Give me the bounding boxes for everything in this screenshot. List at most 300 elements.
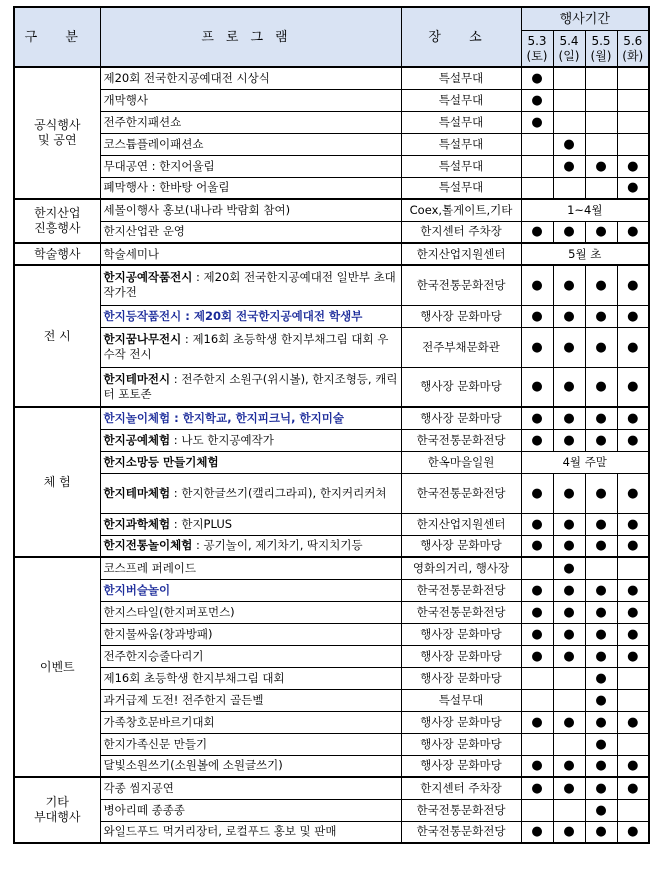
event-dot-icon: ●: [627, 582, 639, 598]
program-cell: [100, 243, 401, 265]
day-cell: [585, 535, 617, 557]
program-title: 한지테마체험: [103, 485, 171, 500]
category-cell: [14, 265, 100, 407]
program-desc: 코스프레 퍼레이드: [103, 560, 197, 575]
table-group: [14, 265, 649, 407]
event-dot-icon: ●: [563, 410, 575, 426]
category-label: 이벤트: [39, 659, 75, 674]
place-cell: 행사장 문화마당: [401, 623, 521, 645]
table-group: [14, 777, 649, 843]
program-cell: [100, 155, 401, 177]
table-group: [14, 67, 649, 199]
day-cell: [617, 777, 649, 799]
program-desc: : 한지한글쓰기(캘리그라피), 한지커리커쳐: [170, 485, 387, 500]
day-cell: [617, 67, 649, 89]
table-group: [14, 407, 649, 557]
program-cell: [100, 111, 401, 133]
table-row: [14, 451, 649, 473]
event-dot-icon: ●: [595, 158, 607, 174]
day-cell: [617, 305, 649, 327]
day-cell: [553, 111, 585, 133]
place-cell: 행사장 문화마당: [401, 711, 521, 733]
day-cell: [585, 327, 617, 367]
event-dot-icon: ●: [595, 410, 607, 426]
event-dot-icon: ●: [563, 485, 575, 501]
program-cell: [100, 777, 401, 799]
event-dot-icon: ●: [595, 758, 607, 774]
event-dot-icon: ●: [531, 516, 543, 532]
program-cell: [100, 67, 401, 89]
day-cell: [585, 265, 617, 305]
day-cell: [521, 623, 553, 645]
program-desc: 한지버슬놀이: [103, 582, 171, 597]
table-group: [14, 243, 649, 265]
event-dot-icon: ●: [563, 158, 575, 174]
event-dot-icon: ●: [531, 70, 543, 86]
day-cell: [617, 711, 649, 733]
day-cell: [521, 111, 553, 133]
table-row: [14, 689, 649, 711]
day-cell: [553, 67, 585, 89]
event-dot-icon: ●: [531, 432, 543, 448]
event-dot-icon: ●: [563, 224, 575, 240]
event-dot-icon: ●: [531, 339, 543, 355]
program-cell: [100, 327, 401, 367]
period-cell: 5월 초: [521, 243, 649, 265]
event-dot-icon: ●: [531, 780, 543, 796]
event-dot-icon: ●: [563, 758, 575, 774]
program-cell: [100, 451, 401, 473]
program-desc: : 나도 한지공예작가: [170, 432, 274, 447]
table-row: [14, 199, 649, 221]
day-cell: [617, 89, 649, 111]
program-cell: [100, 265, 401, 305]
program-cell: [100, 473, 401, 513]
table-row: [14, 133, 649, 155]
header-place: 장 소: [401, 7, 521, 67]
header-program: 프로그램: [100, 7, 401, 67]
program-desc: 달빛소원쓰기(소원볼에 소원글쓰기): [103, 758, 283, 773]
place-cell: 한지센터 주차장: [401, 221, 521, 243]
program-cell: [100, 645, 401, 667]
program-cell: [100, 513, 401, 535]
event-dot-icon: ●: [531, 538, 543, 554]
table-row: [14, 243, 649, 265]
program-cell: [100, 733, 401, 755]
event-dot-icon: ●: [595, 485, 607, 501]
day-date: 5.5: [591, 33, 611, 48]
day-cell: [521, 407, 553, 429]
program-desc: 한지물싸움(창과방패): [103, 626, 213, 641]
category-cell: [14, 557, 100, 777]
category-label: 공식행사: [34, 118, 81, 132]
event-dot-icon: ●: [627, 714, 639, 730]
day-cell: [617, 645, 649, 667]
day-cell: [585, 689, 617, 711]
day-cell: [617, 821, 649, 843]
day-cell: [585, 601, 617, 623]
place-cell: 행사장 문화마당: [401, 667, 521, 689]
program-desc: 한지가족신문 만들기: [103, 736, 208, 751]
program-desc: : 전주한지 소원구(위시볼), 한지조형등, 캐릭터 포토존: [103, 371, 398, 401]
table-group: [14, 199, 649, 243]
event-dot-icon: ●: [595, 648, 607, 664]
day-date: 5.4: [559, 33, 579, 48]
day-cell: [585, 557, 617, 579]
day-cell: [521, 535, 553, 557]
day-cell: [521, 711, 553, 733]
program-desc: 과거급제 도전! 전주한지 골든벨: [103, 692, 264, 707]
program-title: 한지공예작품전시: [103, 270, 193, 285]
program-title: 한지테마전시: [103, 371, 171, 386]
day-cell: [585, 799, 617, 821]
program-title: 한지공예체험: [103, 432, 171, 447]
day-cell: [585, 733, 617, 755]
event-dot-icon: ●: [531, 648, 543, 664]
table-header: [14, 7, 649, 67]
day-cell: [617, 429, 649, 451]
place-cell: 한국전통문화전당: [401, 799, 521, 821]
event-dot-icon: ●: [563, 516, 575, 532]
place-cell: 특설무대: [401, 689, 521, 711]
place-cell: 한옥마을일원: [401, 451, 521, 473]
day-cell: [585, 645, 617, 667]
program-title: 한지소망등 만들기체험: [103, 454, 219, 469]
day-cell: [553, 821, 585, 843]
day-cell: [617, 265, 649, 305]
event-dot-icon: ●: [563, 339, 575, 355]
day-cell: [553, 579, 585, 601]
category-cell: [14, 407, 100, 557]
day-cell: [521, 667, 553, 689]
table-row: [14, 265, 649, 305]
table-row: [14, 777, 649, 799]
day-cell: [521, 89, 553, 111]
event-dot-icon: ●: [563, 432, 575, 448]
table-row: [14, 327, 649, 367]
event-dot-icon: ●: [595, 308, 607, 324]
day-cell: [585, 177, 617, 199]
event-dot-icon: ●: [627, 485, 639, 501]
program-desc: 병아리떼 종종종: [103, 802, 185, 817]
event-dot-icon: ●: [595, 670, 607, 686]
place-cell: 특설무대: [401, 89, 521, 111]
event-dot-icon: ●: [627, 339, 639, 355]
day-cell: [585, 221, 617, 243]
day-cell: [553, 177, 585, 199]
event-dot-icon: ●: [563, 538, 575, 554]
day-cell: [617, 579, 649, 601]
day-cell: [521, 367, 553, 407]
program-desc: 전주한지패션쇼: [103, 114, 182, 129]
program-desc: 세몰이행사 홍보(내나라 박람회 참여): [103, 202, 291, 217]
day-cell: [617, 667, 649, 689]
place-cell: Coex,톨게이트,기타: [401, 199, 521, 221]
event-dot-icon: ●: [531, 485, 543, 501]
day-cell: [521, 799, 553, 821]
table-row: [14, 513, 649, 535]
day-cell: [585, 407, 617, 429]
event-dot-icon: ●: [627, 648, 639, 664]
program-desc: 개막행사: [103, 92, 148, 107]
day-cell: [617, 799, 649, 821]
event-dot-icon: ●: [627, 224, 639, 240]
day-date: 5.3: [527, 33, 547, 48]
day-cell: [617, 557, 649, 579]
place-cell: 특설무대: [401, 67, 521, 89]
category-label: 전 시: [43, 328, 71, 343]
day-cell: [521, 557, 553, 579]
event-dot-icon: ●: [563, 714, 575, 730]
day-cell: [585, 711, 617, 733]
event-dot-icon: ●: [563, 560, 575, 576]
day-cell: [553, 623, 585, 645]
schedule-table-wrapper: [13, 6, 648, 844]
program-desc: 와일드푸드 먹거리장터, 로컬푸드 홍보 및 판매: [103, 824, 337, 839]
table-row: [14, 305, 649, 327]
category-label: 및 공연: [37, 133, 77, 147]
event-dot-icon: ●: [563, 626, 575, 642]
place-cell: 행사장 문화마당: [401, 755, 521, 777]
event-dot-icon: ●: [531, 714, 543, 730]
day-cell: [617, 407, 649, 429]
day-cell: [585, 133, 617, 155]
day-cell: [521, 265, 553, 305]
program-cell: [100, 821, 401, 843]
event-dot-icon: ●: [531, 379, 543, 395]
event-dot-icon: ●: [531, 92, 543, 108]
day-cell: [617, 327, 649, 367]
header-day-2: [553, 31, 585, 68]
program-cell: [100, 557, 401, 579]
event-dot-icon: ●: [627, 308, 639, 324]
day-cell: [553, 473, 585, 513]
day-cell: [617, 155, 649, 177]
place-cell: 영화의거리, 행사장: [401, 557, 521, 579]
event-dot-icon: ●: [563, 308, 575, 324]
day-cell: [585, 305, 617, 327]
period-cell: 1~4월: [521, 199, 649, 221]
place-cell: 행사장 문화마당: [401, 733, 521, 755]
event-dot-icon: ●: [531, 224, 543, 240]
event-dot-icon: ●: [563, 824, 575, 840]
day-cell: [585, 67, 617, 89]
day-cell: [521, 777, 553, 799]
event-dot-icon: ●: [595, 824, 607, 840]
day-cell: [617, 623, 649, 645]
header-day-4: [617, 31, 649, 68]
table-row: [14, 221, 649, 243]
program-desc: 무대공연 : 한지어울림: [103, 158, 215, 173]
category-cell: [14, 243, 100, 265]
event-dot-icon: ●: [627, 432, 639, 448]
header-day-1: [521, 31, 553, 68]
day-weekday: (월): [590, 48, 612, 63]
category-label: 학술행사: [34, 246, 81, 261]
event-dot-icon: ●: [531, 410, 543, 426]
header-category: 구 분: [14, 7, 100, 67]
day-cell: [521, 733, 553, 755]
day-cell: [617, 535, 649, 557]
day-cell: [553, 799, 585, 821]
place-cell: 한국전통문화전당: [401, 429, 521, 451]
table-row: [14, 155, 649, 177]
event-dot-icon: ●: [595, 432, 607, 448]
place-cell: 한지센터 주차장: [401, 777, 521, 799]
place-cell: 행사장 문화마당: [401, 367, 521, 407]
program-cell: [100, 221, 401, 243]
day-cell: [585, 429, 617, 451]
event-dot-icon: ●: [595, 224, 607, 240]
table-row: [14, 535, 649, 557]
place-cell: 특설무대: [401, 155, 521, 177]
place-cell: 행사장 문화마당: [401, 305, 521, 327]
event-dot-icon: ●: [595, 692, 607, 708]
day-cell: [521, 579, 553, 601]
day-cell: [521, 645, 553, 667]
event-dot-icon: ●: [627, 180, 639, 196]
program-title: 한지놀이체험: [103, 410, 171, 425]
place-cell: 특설무대: [401, 111, 521, 133]
day-cell: [585, 111, 617, 133]
day-cell: [553, 513, 585, 535]
event-dot-icon: ●: [627, 538, 639, 554]
day-cell: [617, 221, 649, 243]
event-dot-icon: ●: [563, 379, 575, 395]
program-cell: [100, 623, 401, 645]
day-cell: [521, 327, 553, 367]
program-cell: [100, 579, 401, 601]
program-desc: 학술세미나: [103, 246, 160, 261]
day-cell: [617, 367, 649, 407]
program-desc: 한지산업관 운영: [103, 224, 185, 239]
program-cell: [100, 407, 401, 429]
place-cell: 한국전통문화전당: [401, 579, 521, 601]
day-cell: [553, 367, 585, 407]
day-cell: [585, 89, 617, 111]
program-title: 한지전통놀이체험: [103, 538, 193, 553]
place-cell: 한국전통문화전당: [401, 601, 521, 623]
table-row: [14, 429, 649, 451]
event-dot-icon: ●: [595, 277, 607, 293]
day-cell: [553, 133, 585, 155]
day-cell: [553, 557, 585, 579]
day-cell: [585, 473, 617, 513]
day-cell: [585, 821, 617, 843]
day-cell: [553, 711, 585, 733]
event-dot-icon: ●: [531, 277, 543, 293]
program-title: 한지과학체험: [103, 516, 171, 531]
day-cell: [585, 579, 617, 601]
table-row: [14, 557, 649, 579]
day-cell: [585, 513, 617, 535]
place-cell: 한국전통문화전당: [401, 821, 521, 843]
day-weekday: (일): [558, 48, 580, 63]
event-dot-icon: ●: [627, 626, 639, 642]
category-cell: [14, 199, 100, 243]
place-cell: 한국전통문화전당: [401, 473, 521, 513]
program-cell: [100, 535, 401, 557]
event-dot-icon: ●: [627, 379, 639, 395]
event-dot-icon: ●: [627, 410, 639, 426]
day-cell: [553, 221, 585, 243]
program-cell: [100, 199, 401, 221]
day-cell: [553, 733, 585, 755]
program-desc: 제16회 초등학생 한지부채그림 대회: [103, 670, 285, 685]
day-weekday: (화): [622, 48, 644, 63]
day-cell: [521, 155, 553, 177]
event-dot-icon: ●: [595, 626, 607, 642]
place-cell: 특설무대: [401, 133, 521, 155]
program-desc: 가족창호문바르기대회: [103, 714, 215, 729]
day-cell: [521, 305, 553, 327]
event-schedule-table: [13, 6, 650, 844]
day-cell: [521, 221, 553, 243]
table-row: [14, 601, 649, 623]
table-row: [14, 755, 649, 777]
day-cell: [553, 89, 585, 111]
day-cell: [553, 327, 585, 367]
program-desc: : 제16회 초등학생 한지부채그림 대회 우수작 전시: [103, 332, 389, 361]
event-dot-icon: ●: [563, 648, 575, 664]
place-cell: 행사장 문화마당: [401, 645, 521, 667]
place-cell: 한지산업지원센터: [401, 243, 521, 265]
day-cell: [521, 821, 553, 843]
place-cell: 행사장 문화마당: [401, 407, 521, 429]
event-dot-icon: ●: [595, 538, 607, 554]
category-label: 진흥행사: [34, 221, 81, 235]
program-cell: [100, 177, 401, 199]
table-row: [14, 473, 649, 513]
day-cell: [553, 667, 585, 689]
day-weekday: (토): [526, 48, 548, 63]
table-row: [14, 623, 649, 645]
day-cell: [521, 755, 553, 777]
category-label: 한지산업: [34, 206, 81, 220]
category-label: 기타: [45, 795, 69, 809]
program-desc: : 제20회 전국한지공예대전 일반부 초대작가전: [103, 270, 396, 300]
table-row: [14, 407, 649, 429]
event-dot-icon: ●: [531, 308, 543, 324]
event-dot-icon: ●: [563, 582, 575, 598]
program-cell: [100, 601, 401, 623]
day-cell: [521, 429, 553, 451]
table-row: [14, 799, 649, 821]
day-cell: [553, 305, 585, 327]
day-cell: [617, 733, 649, 755]
program-desc: 제20회 전국한지공예대전 시상식: [103, 70, 270, 85]
table-row: [14, 711, 649, 733]
day-cell: [521, 689, 553, 711]
event-dot-icon: ●: [563, 604, 575, 620]
event-dot-icon: ●: [627, 516, 639, 532]
day-cell: [585, 155, 617, 177]
program-cell: [100, 799, 401, 821]
day-cell: [553, 265, 585, 305]
table-group: [14, 557, 649, 777]
event-dot-icon: ●: [531, 114, 543, 130]
event-dot-icon: ●: [595, 379, 607, 395]
event-dot-icon: ●: [595, 714, 607, 730]
table-row: [14, 111, 649, 133]
place-cell: 한국전통문화전당: [401, 265, 521, 305]
program-cell: [100, 689, 401, 711]
event-dot-icon: ●: [627, 158, 639, 174]
day-cell: [553, 155, 585, 177]
event-dot-icon: ●: [595, 736, 607, 752]
event-dot-icon: ●: [595, 582, 607, 598]
program-desc: 한지스타일(한지퍼포먼스): [103, 604, 235, 619]
